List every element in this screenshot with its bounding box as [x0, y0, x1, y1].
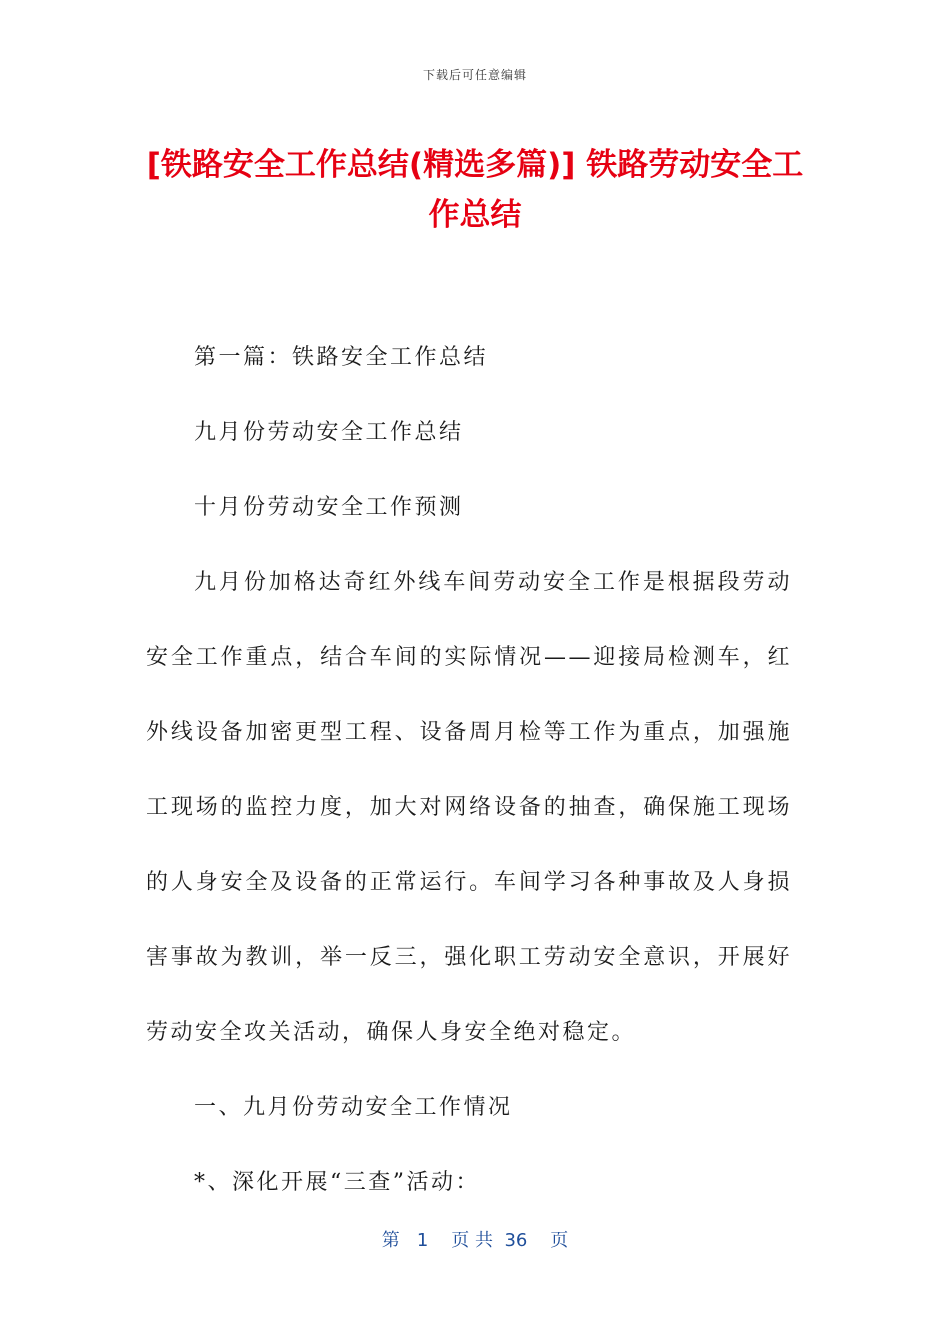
paragraph-main-body: 九月份加格达奇红外线车间劳动安全工作是根据段劳动安全工作重点，结合车间的实际情况——迎接局检测车，红外线设备加密更型工程、设备周月检等工作为重点，加强施工现场的监控力度，加大对网络设备的抽查，确保施工现场的人身安全及设备的正常运行。车间学习各种事故及人身损害事故为教训，举一反三，强化职工劳动安全意识，开展好劳动安全攻关活动，确保人身安全绝对稳定。: [146, 570, 792, 1045]
footer-middle: 页 共: [451, 1230, 493, 1251]
paragraph-october-forecast: 十月份劳动安全工作预测: [194, 495, 464, 520]
paragraph-heading-part-one: 第一篇：铁路安全工作总结: [194, 345, 489, 370]
page-footer: [0, 1226, 950, 1252]
footer-total-pages: 36: [504, 1230, 528, 1251]
paragraph-three-checks: *、深化开展“三查”活动：: [194, 1170, 480, 1195]
footer-suffix: 页: [550, 1230, 569, 1251]
paragraph-section-one: 一、九月份劳动安全工作情况: [194, 1095, 513, 1120]
paragraph-september-summary: 九月份劳动安全工作总结: [194, 420, 464, 445]
header-note: 下载后可任意编辑: [422, 68, 527, 82]
footer-prefix: 第: [381, 1230, 400, 1251]
document-title: [铁路安全工作总结(精选多篇)] 铁路劳动安全工作总结: [146, 147, 804, 233]
footer-current-page: 1: [416, 1230, 429, 1251]
document-body: [146, 320, 792, 1220]
